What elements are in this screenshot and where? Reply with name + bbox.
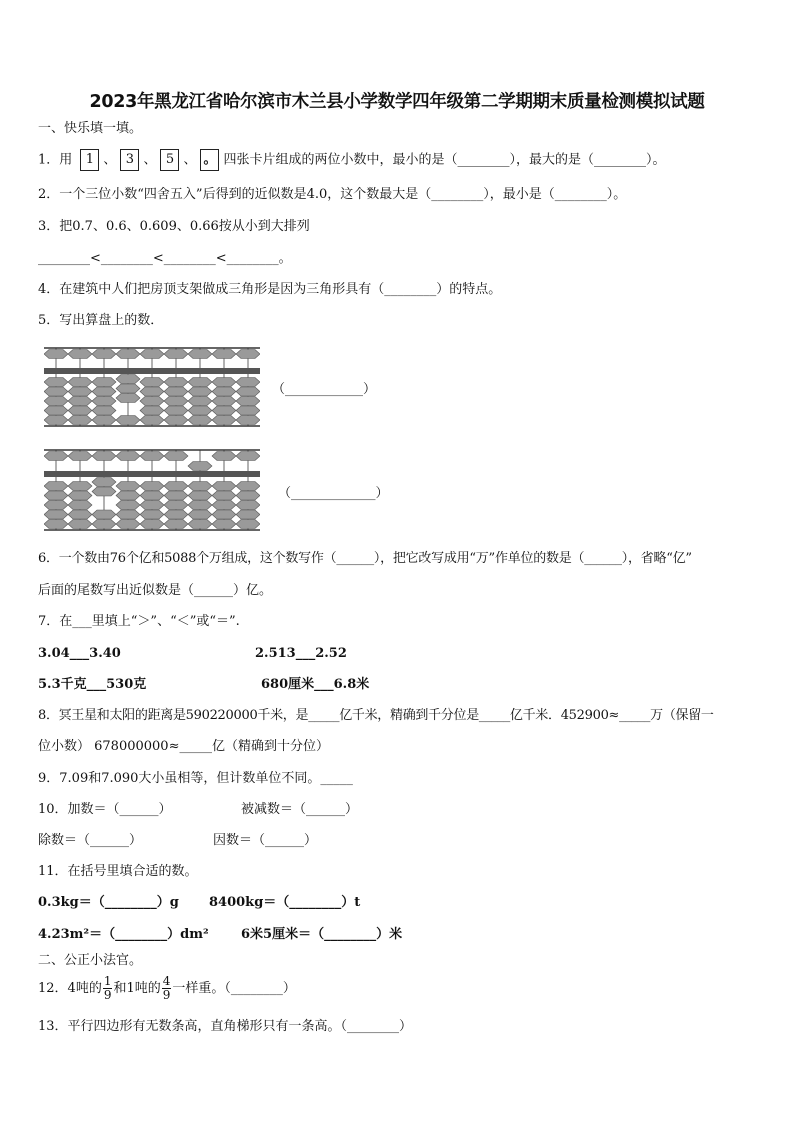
abacus-bead [164,416,188,425]
abacus-bead [140,510,164,519]
abacus-bead [68,452,92,461]
question-6-line1: 6．一个数由76个亿和5088个万组成，这个数写作（______），把它改写成用“万”作单位的数是（______），省略“亿” [38,551,692,566]
dot-card: 。 [200,149,219,171]
question-8-line2: 位小数） 678000000≈_____亿（精确到十分位） [38,739,329,754]
abacus-bead [188,462,212,471]
abacus-bead [164,350,188,359]
question-1 [38,149,665,171]
abacus-bead [116,394,140,403]
abacus-bead [212,387,236,396]
abacus-bead [188,501,212,510]
abacus-bead [68,416,92,425]
abacus-bead [116,520,140,529]
abacus-bead [44,520,68,529]
abacus-bead [212,406,236,415]
abacus-bead [236,520,260,529]
abacus-bead [140,491,164,500]
question-10 [38,801,172,819]
abacus-bead [92,397,116,406]
abacus-bead [44,387,68,396]
abacus-bead [44,482,68,491]
abacus-bead [212,350,236,359]
digit-card-3: 3 [120,149,139,171]
abacus-bead [116,384,140,393]
abacus-bead [236,350,260,359]
q1-suffix: 四张卡片组成的两位小数中，最小的是（________），最大的是（________）。 [223,152,666,168]
section-one-heading: 一、快乐填一填。 [38,121,143,136]
section-two-heading: 二、公正小法官。 [38,953,143,968]
q12-part3: 一样重。（________） [172,981,296,996]
abacus-1 [44,345,260,429]
abacus-bead [92,406,116,415]
abacus-bead [236,406,260,415]
abacus-bead [140,406,164,415]
q10-item-d: 因数＝（______） [213,833,318,848]
abacus-bead [140,482,164,491]
abacus-bead [68,520,92,529]
abacus-bead [68,387,92,396]
abacus-bead [44,397,68,406]
question-4: 4．在建筑中人们把房顶支架做成三角形是因为三角形具有（________）的特点。 [38,282,502,297]
q1-sep: 、 [183,152,197,168]
abacus-bead [236,416,260,425]
abacus-bead [212,501,236,510]
abacus-1-answer: （____________） [272,382,377,397]
abacus-bead [188,397,212,406]
q7-item-d: 680厘米___6.8米 [261,677,370,692]
abacus-bead [164,452,188,461]
abacus-bead [68,482,92,491]
abacus-beam [44,471,260,477]
abacus-bead [68,501,92,510]
digit-card-1: 1 [80,149,99,171]
question-8-line1: 8．冥王星和太阳的距离是590220000千米，是_____亿千米，精确到千分位是_____亿千米．452900≈_____万（保留一 [38,708,714,723]
abacus-bead [44,452,68,461]
abacus-bead [212,378,236,387]
abacus-bead [140,501,164,510]
abacus-bead [188,387,212,396]
q7-item-b: 2.513___2.52 [255,646,347,661]
abacus-bead [44,416,68,425]
abacus-bead [236,452,260,461]
abacus-bead [68,378,92,387]
q1-sep: 、 [143,152,157,168]
abacus-bead [188,482,212,491]
abacus-bead [164,501,188,510]
abacus-bead [236,378,260,387]
abacus-bead [236,397,260,406]
q10-item-c: 除数＝（______） [38,833,143,848]
question-7: 7．在___里填上“＞”、“＜”或“＝”. [38,614,240,629]
abacus-2-answer: （_____________） [278,486,389,501]
q12-part2: 和1吨的 [113,981,161,996]
abacus-bead [116,452,140,461]
abacus-bead [92,416,116,425]
abacus-bead [44,491,68,500]
abacus-bead [212,510,236,519]
q7-item-a: 3.04___3.40 [38,646,121,661]
abacus-bead [140,350,164,359]
abacus-bead [164,520,188,529]
abacus-bead [68,406,92,415]
abacus-bead [68,510,92,519]
abacus-bead [212,452,236,461]
abacus-2 [44,447,260,533]
abacus-bead [164,397,188,406]
fraction-numerator: 4 [162,974,171,988]
abacus-bead [44,510,68,519]
abacus-bead [68,350,92,359]
abacus-bead [212,520,236,529]
abacus-bead [140,520,164,529]
abacus-bead [140,397,164,406]
q7-item-c: 5.3千克___530克 [38,677,147,692]
abacus-bead [164,491,188,500]
abacus-bead [188,520,212,529]
abacus-bead [44,350,68,359]
q11-item-d: 6米5厘米＝（________）米 [241,927,403,942]
q1-prefix: 1．用 [38,152,73,168]
abacus-bead [116,416,140,425]
abacus-bead [164,510,188,519]
abacus-bead [212,397,236,406]
abacus-bead [68,491,92,500]
abacus-bead [44,378,68,387]
question-3-blanks: ________<________<________<________。 [38,251,292,266]
abacus-bead [92,452,116,461]
abacus-bead [92,510,116,519]
abacus-bead [92,478,116,487]
abacus-bead [44,501,68,510]
abacus-bead [212,482,236,491]
abacus-bead [236,510,260,519]
abacus-bead [116,510,140,519]
abacus-bead [92,350,116,359]
abacus-bead [92,487,116,496]
abacus-bead [116,350,140,359]
fraction-four-ninths [162,975,172,1002]
page-title: 2023年黑龙江省哈尔滨市木兰县小学数学四年级第二学期期末质量检测模拟试题 [89,92,705,112]
abacus-bead [236,482,260,491]
abacus-bead [188,510,212,519]
abacus-bead [236,387,260,396]
abacus-bead [68,397,92,406]
fraction-denominator: 9 [162,988,171,1002]
abacus-bead [140,452,164,461]
q10-item-a: 加数＝（______） [67,802,172,817]
abacus-bead [116,491,140,500]
abacus-bead [116,482,140,491]
abacus-bead [140,416,164,425]
q10-number: 10． [38,802,68,817]
abacus-bead [92,520,116,529]
abacus-bead [116,375,140,384]
question-3: 3．把0.7、0.6、0.609、0.66按从小到大排列 [38,219,310,234]
q10-item-b: 被减数＝（______） [241,802,359,817]
question-13: 13．平行四边形有无数条高，直角梯形只有一条高。（________） [38,1019,413,1034]
abacus-bead [92,378,116,387]
abacus-bead [212,416,236,425]
digit-card-5: 5 [160,149,179,171]
abacus-bead [236,501,260,510]
fraction-denominator: 9 [103,988,112,1002]
abacus-bead [44,406,68,415]
abacus-bead [188,406,212,415]
abacus-bead [164,378,188,387]
question-9: 9．7.09和7.090大小虽相等，但计数单位不同。_____ [38,771,353,786]
q12-part1: 12．4吨的 [38,981,102,996]
q11-item-b: 8400kg＝（________）t [209,895,361,910]
abacus-bead [236,491,260,500]
abacus-bead [188,416,212,425]
abacus-bead [116,501,140,510]
q11-item-a: 0.3kg＝（________）g [38,895,179,910]
abacus-bead [140,387,164,396]
abacus-bead [140,378,164,387]
abacus-bead [188,491,212,500]
q11-item-c: 4.23m²＝（________）dm² [38,927,209,942]
question-6-line2: 后面的尾数写出近似数是（______）亿。 [38,583,273,598]
fraction-one-ninth [103,975,113,1002]
question-2: 2．一个三位小数“四舍五入”后得到的近似数是4.0，这个数最大是（________），最小是（________）。 [38,187,627,202]
question-11: 11．在括号里填合适的数。 [38,864,198,879]
question-5: 5．写出算盘上的数． [38,313,164,328]
abacus-bead [164,406,188,415]
abacus-bead [164,482,188,491]
abacus-bead [92,387,116,396]
abacus-bead [188,378,212,387]
abacus-bead [164,387,188,396]
question-12 [38,972,296,1006]
fraction-numerator: 1 [103,974,112,988]
q1-sep: 、 [103,152,117,168]
abacus-bead [188,350,212,359]
abacus-beam [44,368,260,374]
abacus-bead [212,491,236,500]
